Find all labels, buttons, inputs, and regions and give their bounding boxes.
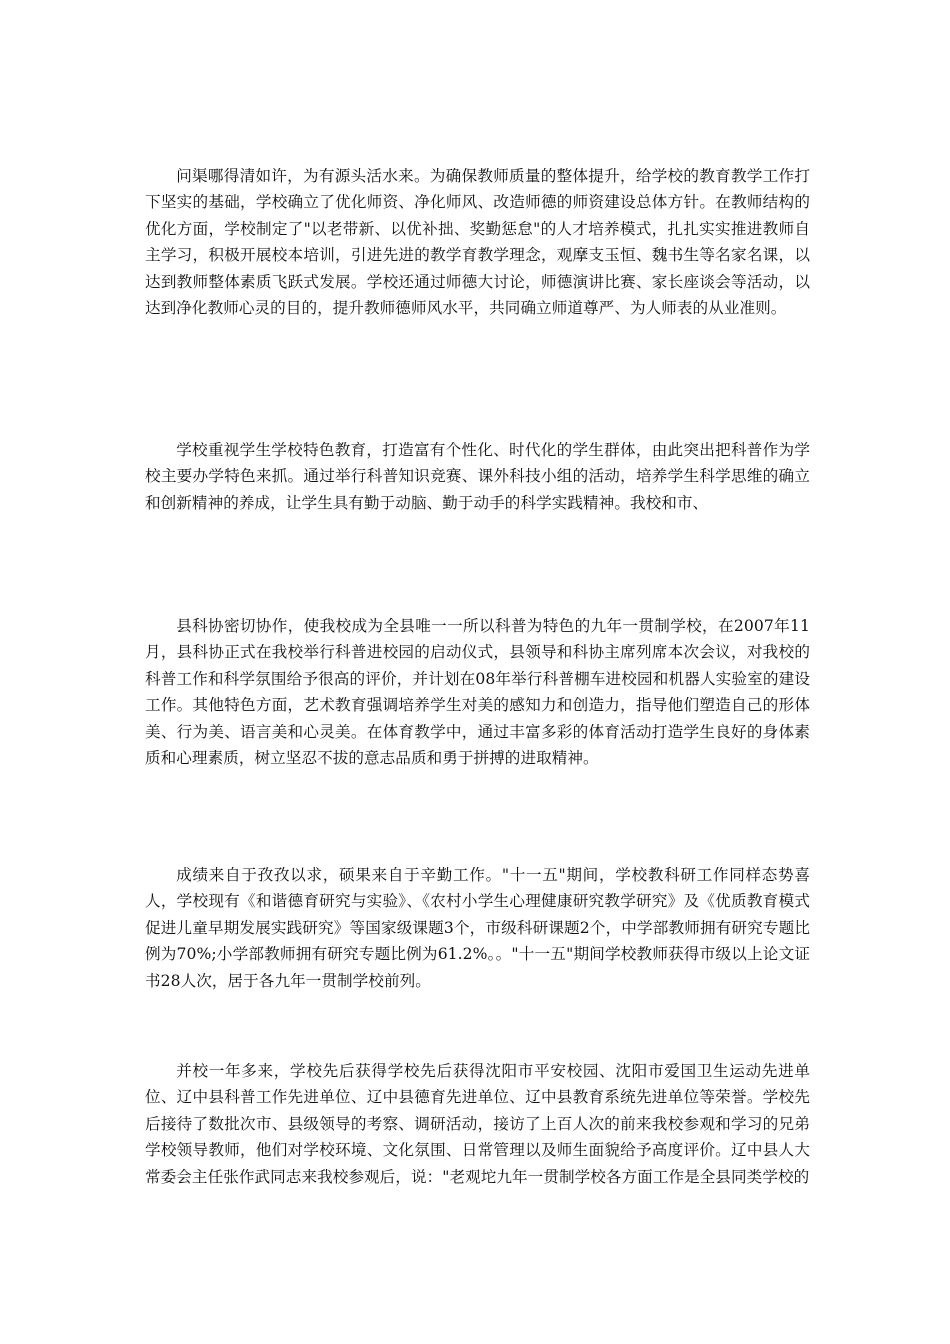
paragraph-science-cooperation: 县科协密切协作，使我校成为全县唯一一所以科普为特色的九年一贯制学校，在2007年11月，县科协正式在我校举行科普进校园的启动仪式，县领导和科协主席列席本次会议，对我校的科普工作和科学氛围给予很高的评价，并计划在08年举行科普棚车进校园和机器人实验室的建设工作。其他特色方面，艺术教育强调培养学生对美的感知力和创造力，指导他们塑造自己的形体美、行为美、语言美和心灵美。在体育教学中，通过丰富多彩的体育活动打造学生良好的身体素质和心理素质，树立坚忍不拔的意志品质和勇于拼搏的进取精神。 bbox=[145, 617, 810, 768]
paragraph-teacher-quality: 问渠哪得清如许，为有源头活水来。为确保教师质量的整体提升，给学校的教育教学工作打下坚实的基础，学校确立了优化师资、净化师风、改造师德的师资建设总体方针。在教师结构的优化方面，学校制定了"以老带新、以优补拙、奖勤惩怠"的人才培养模式，扎扎实实推进教师自主学习，积极开展校本培训，引进先进的教学育教学理念，观摩支玉恒、魏书生等名家名课，以达到教师整体素质飞跃式发展。学校还通过师德大讨论，师德演讲比赛、家长座谈会等活动，以达到净化教师心灵的目的，提升教师德师风水平，共同确立师道尊严、为人师表的从业准则。 bbox=[145, 167, 810, 318]
paragraph-research-achievements: 成绩来自于孜孜以求，硕果来自于辛勤工作。"十一五"期间，学校教科研工作同样态势喜人，学校现有《和谐德育研究与实验》、《农村小学生心理健康研究教学研究》及《优质教育模式促进儿童早期发展实践研究》等国家级课题3个，市级科研课题2个，中学部教师拥有研究专题比例为70%;小学部教师拥有研究专题比例为61.2%。。"十一五"期间学校教师获得市级以上论文证书28人次，居于各九年一贯制学校前列。 bbox=[145, 866, 810, 990]
paragraph-honors: 并校一年多来，学校先后获得学校先后获得沈阳市平安校园、沈阳市爱国卫生运动先进单位、辽中县科普工作先进单位、辽中县德育先进单位、辽中县教育系统先进单位等荣誉。学校先后接待了数批次市、县级领导的考察、调研活动，接访了上百人次的前来我校参观和学习的兄弟学校领导教师，他们对学校环境、文化氛围、日常管理以及师生面貌给予高度评价。辽中县人大常委会主任张作武同志来我校参观后，说："老观坨九年一贯制学校各方面工作是全县同类学校的 bbox=[145, 1062, 810, 1186]
paragraph-science-feature: 学校重视学生学校特色教育，打造富有个性化、时代化的学生群体，由此突出把科普作为学校主要办学特色来抓。通过举行科普知识竞赛、课外科技小组的活动，培养学生科学思维的确立和创新精神的养成，让学生具有勤于动脑、勤于动手的科学实践精神。我校和市、 bbox=[145, 441, 810, 512]
